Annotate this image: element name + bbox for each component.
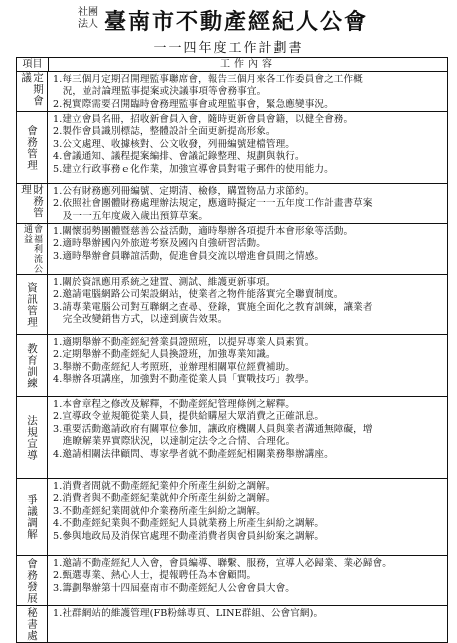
list-item: 1.社群網站的維護管理(FB粉絲專頁、LINE群組、公會官網)。 bbox=[53, 608, 324, 619]
row-content-cell bbox=[48, 184, 447, 223]
list-item: 及一一五年度歲入歲出預算草案。 bbox=[53, 210, 209, 222]
list-item: 4.邀請相關法律顧問、專家學者就不動產經紀相關業務舉辦講座。 bbox=[53, 448, 334, 460]
list-item: 2.宣導政令並規範從業人員，提供給購屋大眾消費之正確訊息。 bbox=[53, 411, 325, 423]
table-row bbox=[17, 478, 447, 555]
table-row bbox=[17, 183, 447, 223]
row-content-cell bbox=[48, 556, 447, 605]
list-item: 2.適時舉辦國內外旅遊考察及國內自強研習活動。 bbox=[53, 238, 266, 250]
column-header-category: 項目 bbox=[17, 58, 49, 71]
table-row bbox=[17, 111, 447, 183]
list-item: 4.不動產經紀業與不動產經紀人員就業務上所產生糾紛之調解。 bbox=[53, 518, 325, 530]
table-row bbox=[17, 555, 447, 605]
list-item: 3.不動產經紀業間就仲介業務所產生糾紛之調解。 bbox=[53, 505, 266, 517]
row-category-cell bbox=[17, 184, 48, 223]
list-item: 3.籌劃舉辦第十四屆臺南市不動產經紀人公會會員大會。 bbox=[53, 582, 296, 594]
row-category-label: 定期會議 bbox=[20, 72, 44, 107]
row-category-label: 會務管理 bbox=[26, 124, 38, 171]
row-content-cell bbox=[48, 606, 447, 642]
work-plan-table bbox=[16, 57, 448, 643]
list-item: 2.邀請電腦網路公司架設網站，使業者之物件能落實完全聯賣制度。 bbox=[53, 289, 344, 301]
org-type-prefix bbox=[76, 7, 100, 31]
row-category-cell bbox=[17, 479, 48, 555]
list-item: 1.關於資訊應用系統之建置、測試、維護更新事項。 bbox=[53, 277, 276, 288]
list-item: 2.定期舉辦不動產經紀人員換證班，加強專業知識。 bbox=[53, 349, 276, 361]
table-header-row bbox=[17, 58, 447, 71]
list-item: 3.請專業電腦公司對互聯網之查尋、登錄，實施全面化之教育訓練，讓業者 bbox=[53, 301, 373, 313]
list-item: 1.適期舉辦不動產經紀營業員證照班，以提昇專業人員素質。 bbox=[53, 337, 315, 348]
table-row bbox=[17, 274, 447, 334]
table-row bbox=[17, 396, 447, 478]
list-item: 3.公文處理、收據核對、公文收發，列冊編號建檔管理。 bbox=[53, 138, 296, 150]
row-category-cell bbox=[17, 275, 48, 334]
list-item: 5.建立行政事務ｅ化作業，加強宣導會員對電子郵件的使用能力。 bbox=[53, 163, 334, 175]
row-content-cell bbox=[48, 72, 447, 111]
list-item: 3.舉辦不動產經紀人考照班，並辦理相關單位經費補助。 bbox=[53, 361, 296, 373]
prefix-line-2: 法人 bbox=[78, 19, 98, 30]
row-content-cell bbox=[48, 112, 447, 183]
list-item: 1.建立會員名冊，招收新會員入會，隨時更新會員會籍，以健全會務。 bbox=[53, 114, 354, 125]
row-category-label: 秘書處 bbox=[26, 606, 38, 642]
list-item: 1.本會章程之修改及解釋，不動產經紀管理條例之解釋。 bbox=[53, 399, 296, 410]
row-category-label: 財務管理 bbox=[20, 184, 44, 219]
list-item: 2.視實際需要召開臨時會務理監事會或理監事會，緊急應變事況。 bbox=[53, 98, 334, 110]
row-category-cell bbox=[17, 335, 48, 396]
list-item: 1.每三個月定期召開理監事聯席會，報告三個月來各工作委員會之工作概 bbox=[53, 74, 363, 85]
table-row bbox=[17, 334, 447, 396]
row-category-label: 爭議調解 bbox=[26, 494, 38, 540]
list-item: 4.會議通知、議程提案編排、會議記錄整理、規劃與執行。 bbox=[53, 151, 305, 163]
row-category-cell bbox=[17, 72, 48, 111]
list-item: 3.適時舉辦會員聯誼活動，促進會員交流以增進會員間之情感。 bbox=[53, 250, 325, 262]
row-category-cell bbox=[17, 397, 48, 478]
row-content-cell bbox=[48, 224, 447, 274]
organization-name: 臺南市不動產經紀人公會 bbox=[104, 9, 369, 35]
list-item: 1.公有財務應列冊編號、定期清、檢修，購置物品力求節約。 bbox=[53, 186, 315, 197]
row-category-label: 會福利流公通益 bbox=[22, 224, 42, 274]
list-item: 1.邀請不動產經紀人入會，會員編導、聯繫、服務，宣導人必歸業、業必歸會。 bbox=[53, 558, 392, 569]
list-item: 2.製作會員識別標誌，整體設計全面更新提高形象。 bbox=[53, 126, 276, 138]
table-row bbox=[17, 71, 447, 111]
prefix-line-1: 社團 bbox=[78, 7, 98, 18]
row-content-cell bbox=[48, 335, 447, 396]
list-item: 進瞭解業界實際狀況，以達制定法令之合情、合理化。 bbox=[53, 436, 296, 448]
list-item: 2.消費者與不動產經紀業就仲介所產生糾紛之調解。 bbox=[53, 493, 276, 505]
table-row bbox=[17, 223, 447, 274]
list-item: 5.參與地政局及消保官處理不動產消費者與會員糾紛案之調解。 bbox=[53, 530, 325, 542]
document-header bbox=[0, 0, 457, 58]
column-header-content: 工作內容 bbox=[220, 59, 276, 70]
document-subtitle: 一一四年度工作計劃書 bbox=[153, 41, 304, 56]
table-row bbox=[17, 605, 447, 642]
list-item: 1.關懷弱勢團體暨慈善公益活動，適時舉辦各項提升本會形象等活動。 bbox=[53, 226, 354, 237]
row-category-label: 法規宣導 bbox=[26, 414, 38, 461]
row-content-cell bbox=[48, 397, 447, 478]
list-item: 況，並討論理監事提案或決議事項等會務事宜。 bbox=[53, 86, 267, 98]
list-item: 3.重要活動邀請政府有關單位參加，讓政府機關人員與業者溝通無障礙，增 bbox=[53, 423, 373, 435]
list-item: 4.舉辦各項講座，加強對不動產從業人員「實戰技巧」教學。 bbox=[53, 374, 315, 386]
list-item: 2.依照社會團體財務處理辦法規定，應適時擬定一一五年度工作計畫書草案 bbox=[53, 198, 373, 210]
list-item: 2.甄選專業、熱心人士，提報聘任為本會顧問。 bbox=[53, 570, 257, 582]
row-content-cell bbox=[48, 275, 447, 334]
row-category-cell bbox=[17, 224, 48, 274]
list-item: 完全改變銷售方式，以達到廣告效果。 bbox=[53, 314, 228, 326]
row-category-label: 資訊管理 bbox=[26, 281, 38, 328]
list-item: 1.消費者間就不動產經紀業仲介所產生糾紛之調解。 bbox=[53, 481, 276, 492]
row-category-label: 教育訓練 bbox=[26, 342, 38, 389]
row-category-cell bbox=[17, 556, 48, 605]
row-category-cell bbox=[17, 606, 48, 642]
row-category-cell bbox=[17, 112, 48, 183]
row-category-label: 會務發展 bbox=[26, 557, 38, 604]
row-content-cell bbox=[48, 479, 447, 555]
